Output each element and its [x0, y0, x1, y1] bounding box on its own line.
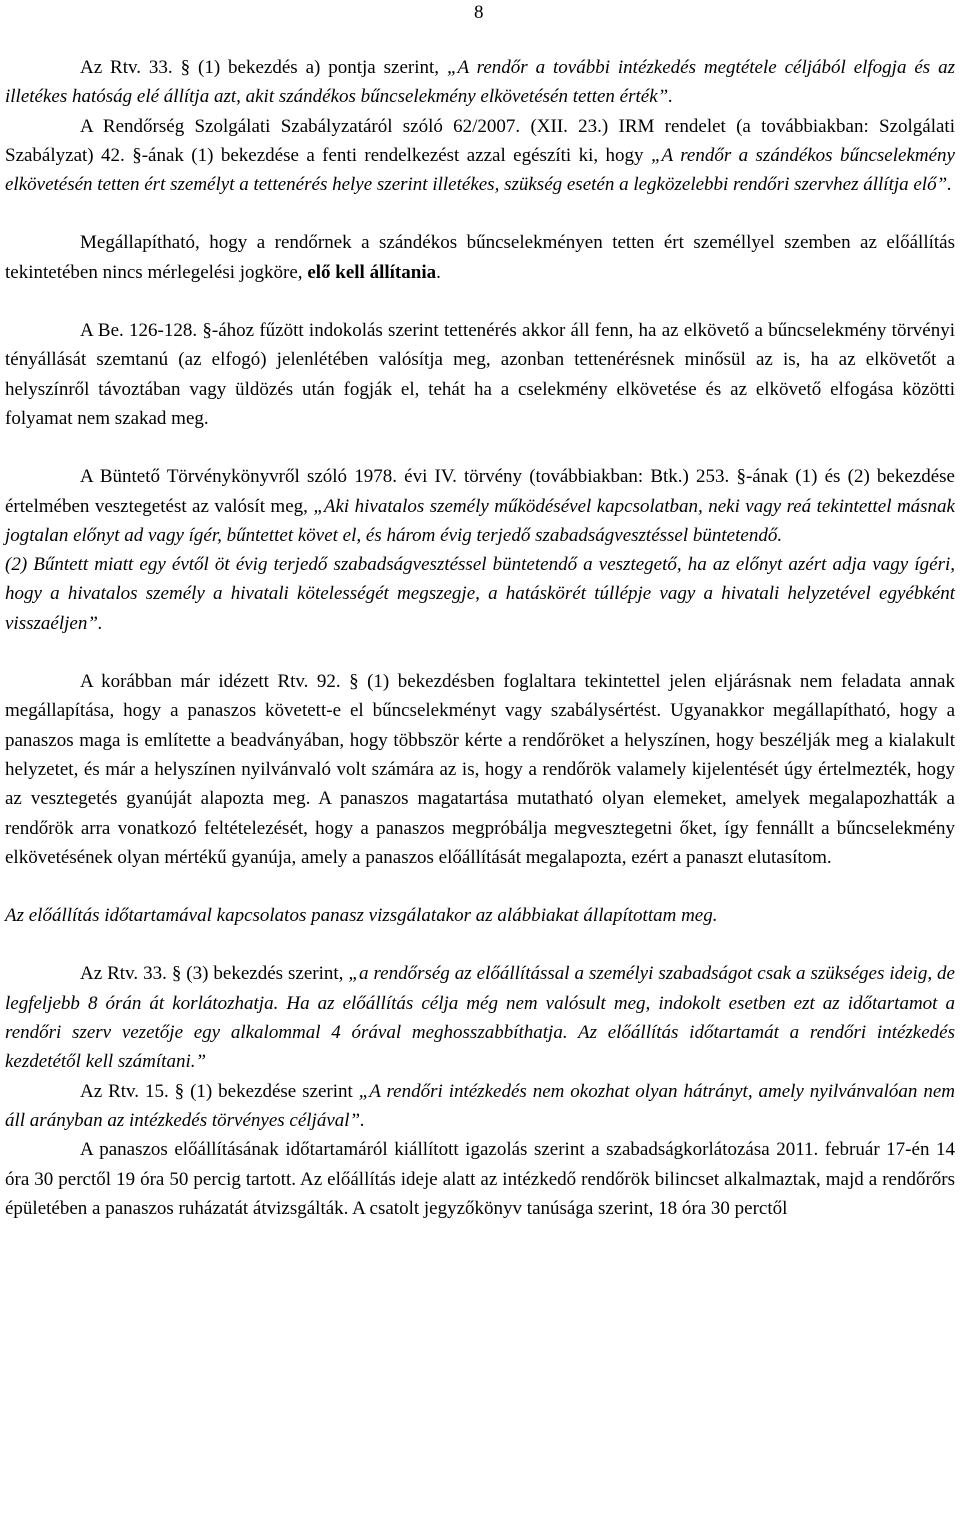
paragraph-text: A korábban már idézett Rtv. 92.	[80, 671, 350, 693]
paragraph-btk-253-2	[5, 550, 955, 638]
paragraph-szolgalati-szabalyzat	[5, 112, 955, 200]
legal-quote: (2) Bűntett miatt egy évtől öt évig terjedő szabadságvesztéssel büntetendő a vesztegető, ha az előnyt azért adja vagy ígéri, hogy a hivatalos személy a hivatali kötelességét megszegje, a hatáskörét túllépje vagy a hivatali helyzetével egyébként visszaéljen”.	[5, 554, 955, 634]
legal-quote: „Aki hivatalos személy működésével kapcsolatban, neki vagy reá tekintettel másnak jogtalan előnyt ad vagy ígér, bűntettet követ el, és három évig terjedő szabadságvesztéssel büntetendő.	[5, 495, 955, 546]
paragraph-rtv-15	[5, 1077, 955, 1136]
paragraph-text: A Be. 126-128.	[80, 320, 203, 342]
paragraph-text: Az Rtv. 15.	[80, 1080, 175, 1102]
page-number: 8	[474, 2, 484, 23]
section-sign: §	[171, 963, 182, 985]
paragraph-text: -ának (1) és (2) bekezdése értelmében vesztegetést az valósít meg,	[5, 466, 955, 517]
section-sign: §	[202, 320, 212, 342]
paragraph-text: A Rendőrség Szolgálati Szabályzatáról szóló 62/2007. (XII. 23.) IRM rendelet (a továbbiakban: Szolgálati Szabályzat) 42.	[5, 115, 955, 166]
paragraph-be-126-128	[5, 316, 955, 433]
paragraph-megallapithato	[5, 228, 955, 287]
emphasis-text: elő kell állítania	[307, 261, 437, 283]
paragraph-rtv-92	[5, 667, 955, 872]
section-sign: §	[132, 144, 142, 166]
paragraph-text: (1) bekezdésben foglaltara tekintettel jelen eljárásnak nem feladata annak megállapítása, hogy a panaszos követett-e el bűncselekményt vagy szabálysértést. Ugyanakkor megállapítható, hogy a panaszos maga is említette a beadványában, hogy többször kérte a rendőröket a helyszínen, hogy beszélják meg a kialakult helyzetet, és már a helyszínen nyilvánvaló volt számára az is, hogy a rendőrök valamely kijelentését úgy értelmezték, hogy az vesztegetés gyanúját alapozta meg. A panaszos magatartása mutatható olyan elemeket, amelyek megalapozhatták a rendőrök arra vonatkozó feltételezését, hogy a panaszos megpróbálja megvesztegetni őket, így fennállt a bűncselekmény elkövetésének olyan mértékű gyanúja, amely a panaszos előállítását megalapozta, ezért a panaszt elutasítom.	[5, 671, 955, 868]
paragraph-text: (1) bekezdése szerint	[184, 1080, 359, 1102]
legal-quote: „a rendőrség az előállítással a személyi szabadságot csak a szükséges ideig, de legfeljebb 8 órán át korlátozhatja. Ha az előállítás célja még nem valósult meg, indokolt esetben ezt az időtartamot a rendőri szerv vezetője egy alkalommal 4 órával meghosszabbíthatja. Az előállítás időtartamát a rendőri intézkedés kezdetétől kell számítani.”	[5, 963, 955, 1073]
paragraph-panaszos-eloallitas	[5, 1135, 955, 1223]
paragraph-text: Az Rtv. 33.	[80, 963, 172, 985]
paragraph-text: .	[436, 261, 441, 283]
section-sign: §	[736, 466, 746, 488]
paragraph-text: A panaszos előállításának időtartamáról kiállított igazolás szerint a szabadságkorlátozása 2011. február 17-én 14 óra 30 perctől 19 óra 50 percig tartott. Az előállítás ideje alatt az intézkedő rendőrök bilincset alkalmaztak, majd a rendőrőrs épületében a panaszos ruházatát átvizsgálták. A csatolt jegyzőkönyv tanúsága szerint, 18 óra 30 perctől	[5, 1139, 955, 1219]
document-body	[5, 53, 955, 1223]
paragraph-text: (3) bekezdés szerint,	[181, 963, 349, 985]
legal-quote: „A rendőr a szándékos bűncselekmény elkövetésén tetten ért személyt a tettenérés helye szerint illetékes, szükség esetén a legközelebbi rendőri szervhez állítja elő”.	[5, 144, 955, 196]
paragraph-text: A Büntető Törvénykönyvről szóló 1978. évi IV. törvény (továbbiakban: Btk.) 253.	[80, 466, 737, 488]
legal-quote: „A rendőri intézkedés nem okozhat olyan hátrányt, amely nyilvánvalóan nem áll arányban az intézkedés törvényes céljával”.	[5, 1080, 956, 1131]
paragraph-btk-253	[5, 462, 955, 550]
section-sign: §	[180, 57, 191, 78]
paragraph-eloallitas-idotartam	[5, 901, 955, 930]
paragraph-text: (1) bekezdés a) pontja szerint,	[190, 57, 447, 78]
section-sign: §	[174, 1080, 185, 1102]
paragraph-text: -ának (1) bekezdése a fenti rendelkezést azzal egészíti ki, hogy	[141, 144, 651, 166]
section-heading-italic: Az előállítás időtartamával kapcsolatos panasz vizsgálatakor az alábbiakat állapítottam meg.	[5, 905, 718, 927]
paragraph-rtv-33-1	[5, 53, 955, 112]
section-sign: §	[349, 671, 359, 693]
paragraph-text: -ához fűzött indokolás szerint tettenérés akkor áll fenn, ha az elkövető a bűncselekmény törvényi tényállását szemtanú (az elfogó) jelenlétében valósítja meg, azonban tettenérésnek minősül az is, ha az elkövetőt a helyszínről távoztában vagy üldözés után fogják el, tehát ha a cselekmény elkövetése és az elkövető elfogása közötti folyamat nem szakad meg.	[5, 320, 955, 429]
paragraph-rtv-33-3	[5, 959, 955, 1076]
legal-quote: „A rendőr a további intézkedés megtétele céljából elfogja és az illetékes hatóság elé állítja azt, akit szándékos bűncselekmény elkövetésén tetten érték”.	[5, 57, 955, 108]
paragraph-text: Megállapítható, hogy a rendőrnek a szándékos bűncselekményen tetten ért személlyel szemben az előállítás tekintetében nincs mérlegelési jogköre,	[5, 232, 955, 283]
paragraph-text: Az Rtv. 33.	[80, 57, 181, 78]
